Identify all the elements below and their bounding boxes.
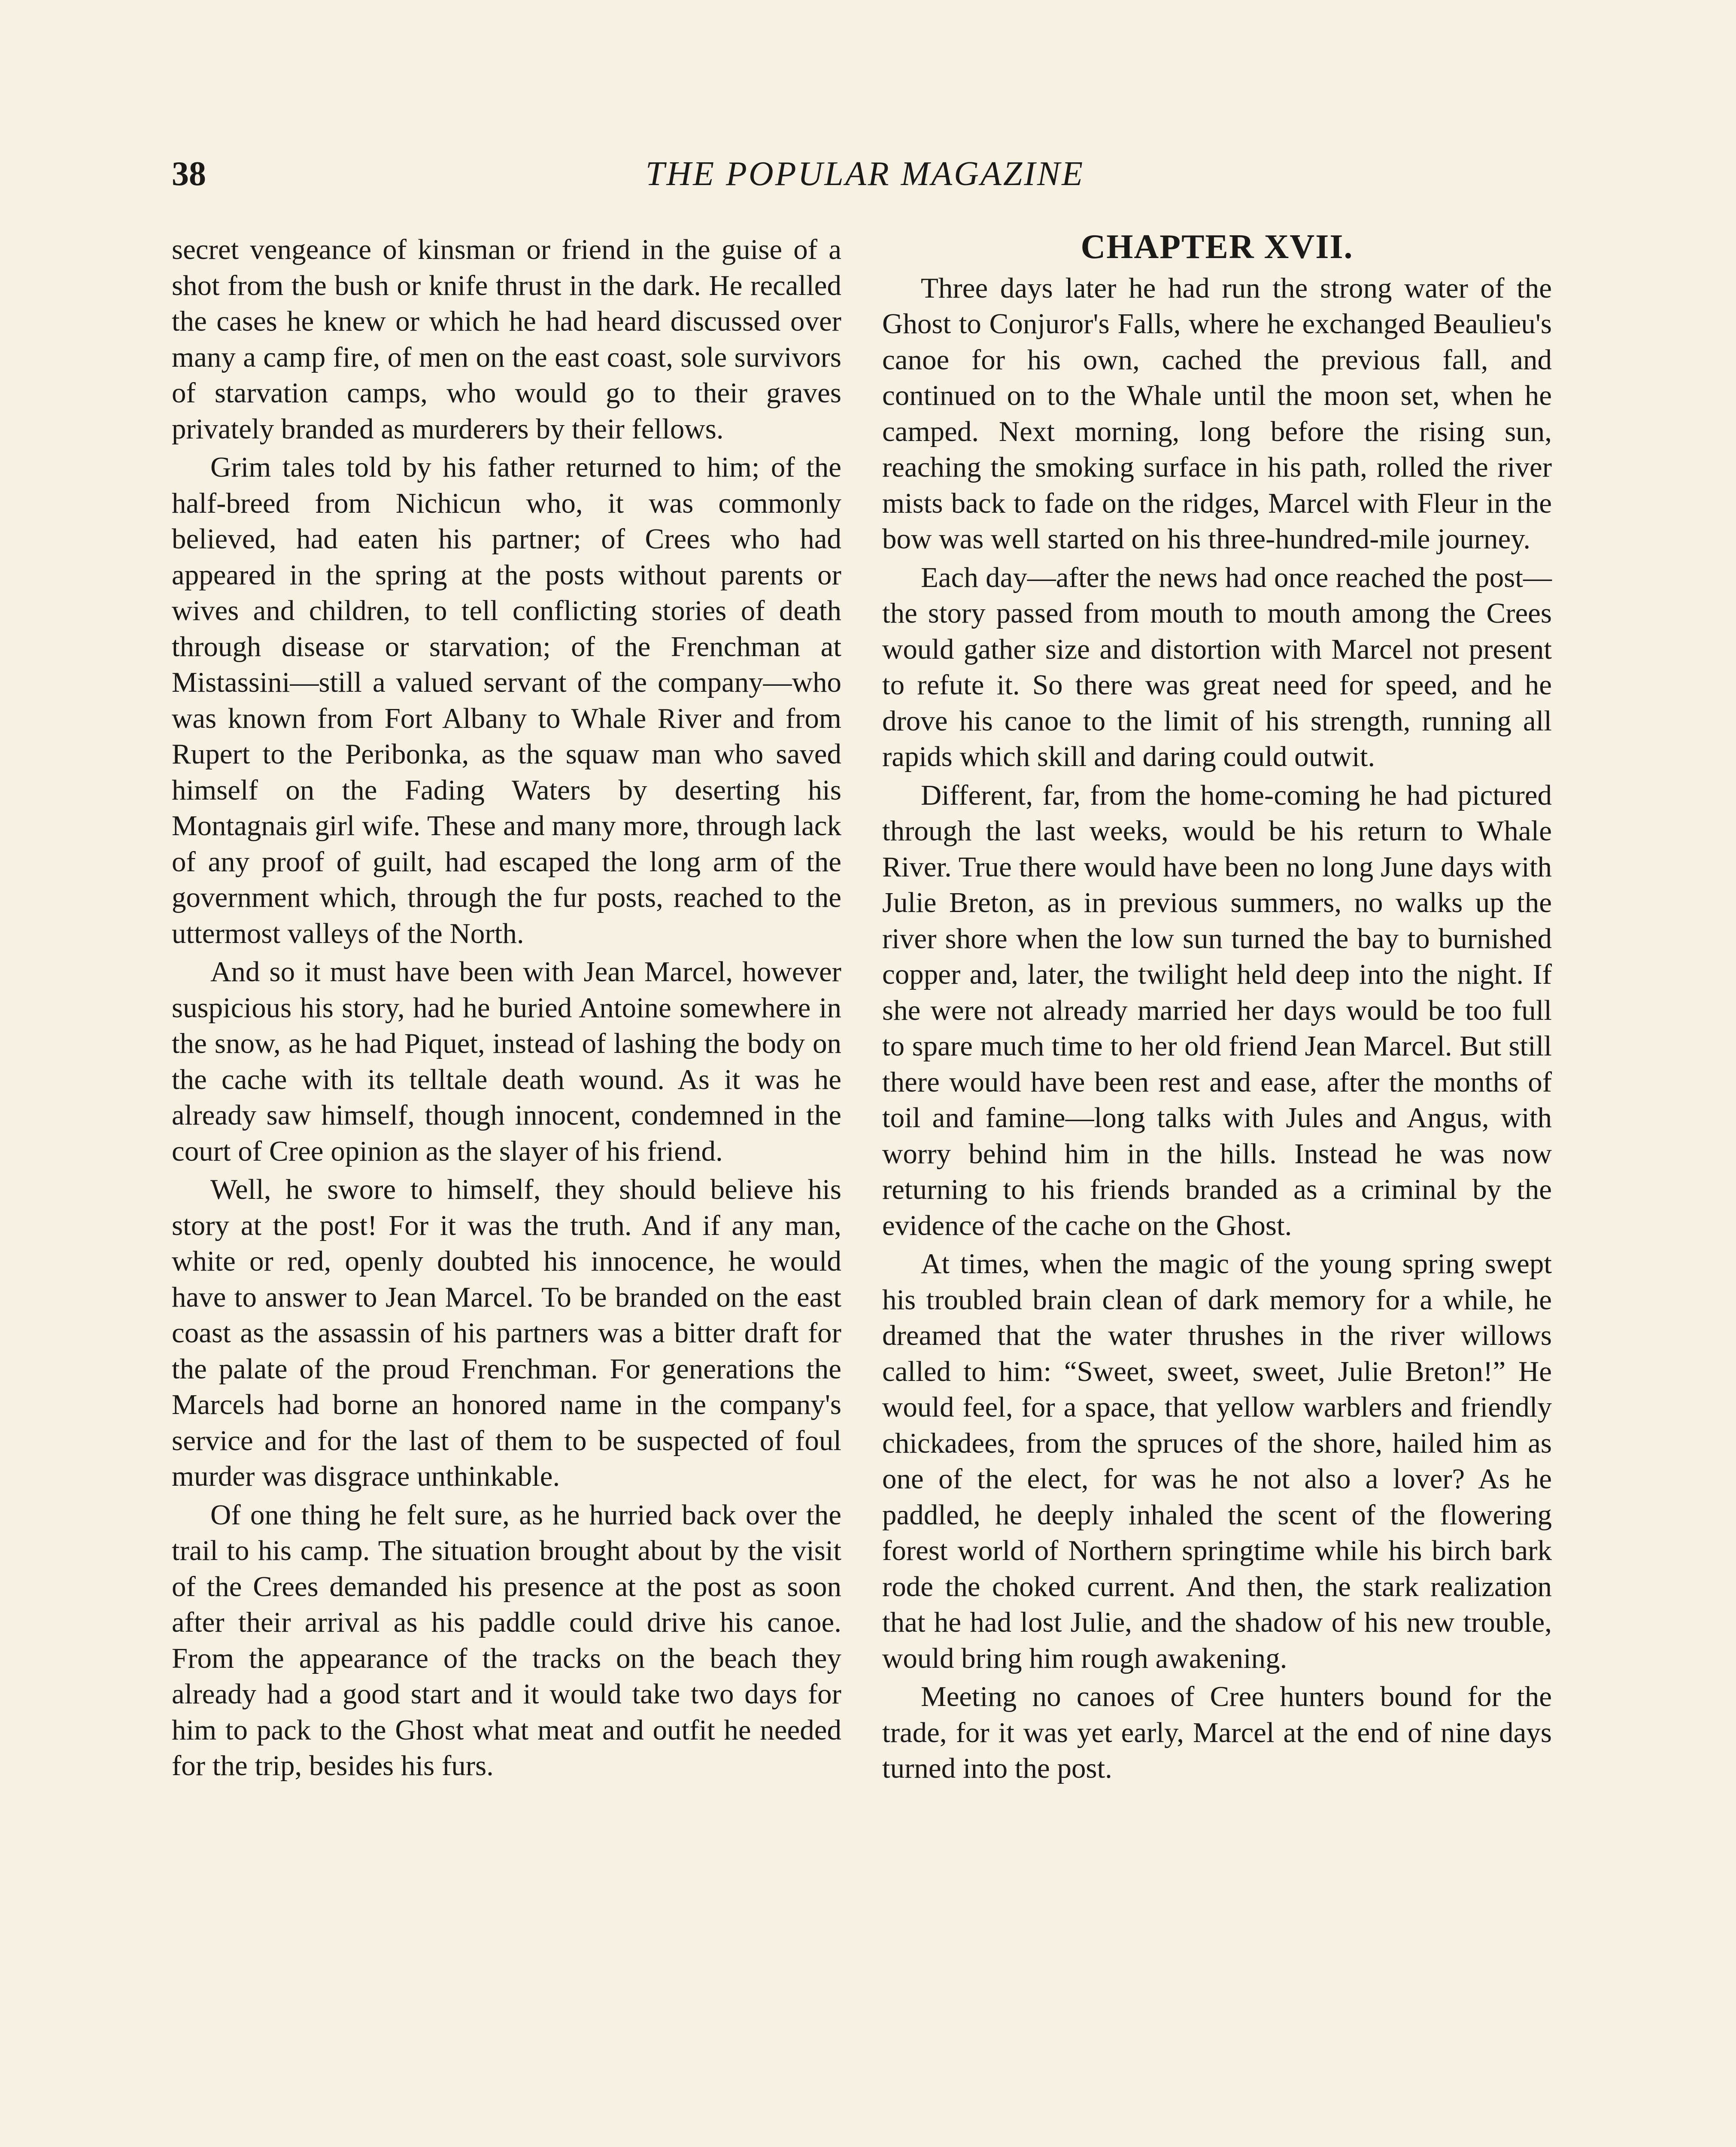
paragraph: At times, when the magic of the young spring swept his troubled brain clean of dark memory for a while, he dreamed that the water thrushes in the river willows called to him: “Sweet, sweet, sweet, Julie Breton!” He would feel, for a space, that yellow warblers and friendly chickadees, from the spruces of the shore, hailed him as one of the elect, for was he not also a lover? As he paddled, he deeply inhaled the scent of the flowering forest world of Northern springtime while his birch bark rode the choked current. And then, the stark realization that he had lost Julie, and the shadow of his new trouble, would bring him rough awakening. xyxy=(882,1248,1552,1674)
paragraph: Well, he swore to himself, they should believe his story at the post! For it was the truth. And if any man, white or red, openly doubted his innocence, he would have to answer to Jean Marcel. To be branded on the east coast as the assassin of his partners was a bitter draft for the palate of the proud Frenchman. For generations the Marcels had borne an honored name in the company's service and for the last of them to be suspected of foul murder was disgrace unthinkable. xyxy=(172,1174,841,1492)
paragraph: secret vengeance of kinsman or friend in the guise of a shot from the bush or knife thrust in the dark. He recalled the cases he knew or which he had heard discussed over many a camp fire, of men on the east coast, sole survivors of starvation camps, who would go to their graves privately branded as murderers by their fellows. xyxy=(172,234,841,445)
paragraph: Meeting no canoes of Cree hunters bound for the trade, for it was yet early, Marcel at the end of nine days turned into the post. xyxy=(882,1681,1552,1784)
paragraph: Each day—after the news had once reached the post—the story passed from mouth to mouth among the Crees would gather size and distortion with Marcel not present to refute it. So there was great need for speed, and he drove his canoe to the limit of his strength, running all rapids which skill and daring could outwit. xyxy=(882,561,1552,772)
running-head: THE POPULAR MAGAZINE xyxy=(645,155,1085,193)
right-column xyxy=(882,228,1552,1789)
page-header xyxy=(172,155,1558,206)
paragraph: Of one thing he felt sure, as he hurried back over the trail to his camp. The situation brought about by the visit of the Crees demanded his presence at the post as soon after their arrival as his paddle could drive his canoe. From the appearance of the tracks on the beach they already had a good start and it would take two days for him to pack to the Ghost what meat and outfit he needed for the trip, besides his furs. xyxy=(172,1499,841,1782)
paragraph: Grim tales told by his father returned to him; of the half-breed from Nichicun who, it was commonly believed, had eaten his partner; of Crees who had appeared in the spring at the posts without parents or wives and children, to tell conflicting stories of death through disease or starvation; of the Frenchman at Mistassini—still a valued servant of the company—who was known from Fort Albany to Whale River and from Rupert to the Peribonka, as the squaw man who saved himself on the Fading Waters by deserting his Montagnais girl wife. These and many more, through lack of any proof of guilt, had escaped the long arm of the government which, through the fur posts, reached to the uttermost valleys of the North. xyxy=(172,451,841,949)
page-number: 38 xyxy=(172,155,206,193)
paragraph: Different, far, from the home-coming he had pictured through the last weeks, would be his return to Whale River. True there would have been no long June days with Julie Breton, as in previous summers, no walks up the river shore when the low sun turned the bay to burnished copper and, later, the twilight held deep into the night. If she were not already married her days would be too full to spare much time to her old friend Jean Marcel. But still there would have been rest and ease, after the months of toil and famine—long talks with Jules and Angus, with worry behind him in the hills. Instead he was now returning to his friends branded as a criminal by the evidence of the cache on the Ghost. xyxy=(882,779,1552,1241)
chapter-title: CHAPTER XVII. xyxy=(1080,228,1354,266)
paragraph: And so it must have been with Jean Marcel, however suspicious his story, had he buried Antoine somewhere in the snow, as he had Piquet, instead of lashing the body on the cache with its telltale death wound. As it was he already saw himself, though innocent, condemned in the court of Cree opinion as the slayer of his friend. xyxy=(172,956,841,1167)
paragraph: Three days later he had run the strong water of the Ghost to Conjuror's Falls, where he exchanged Beaulieu's canoe for his own, cached the previous fall, and continued on to the Whale until the moon set, when he camped. Next morning, long before the rising sun, reaching the smoking surface in his path, rolled the river mists back to fade on the ridges, Marcel with Fleur in the bow was well started on his three-hundred-mile journey. xyxy=(882,272,1552,555)
left-column xyxy=(172,232,841,1787)
